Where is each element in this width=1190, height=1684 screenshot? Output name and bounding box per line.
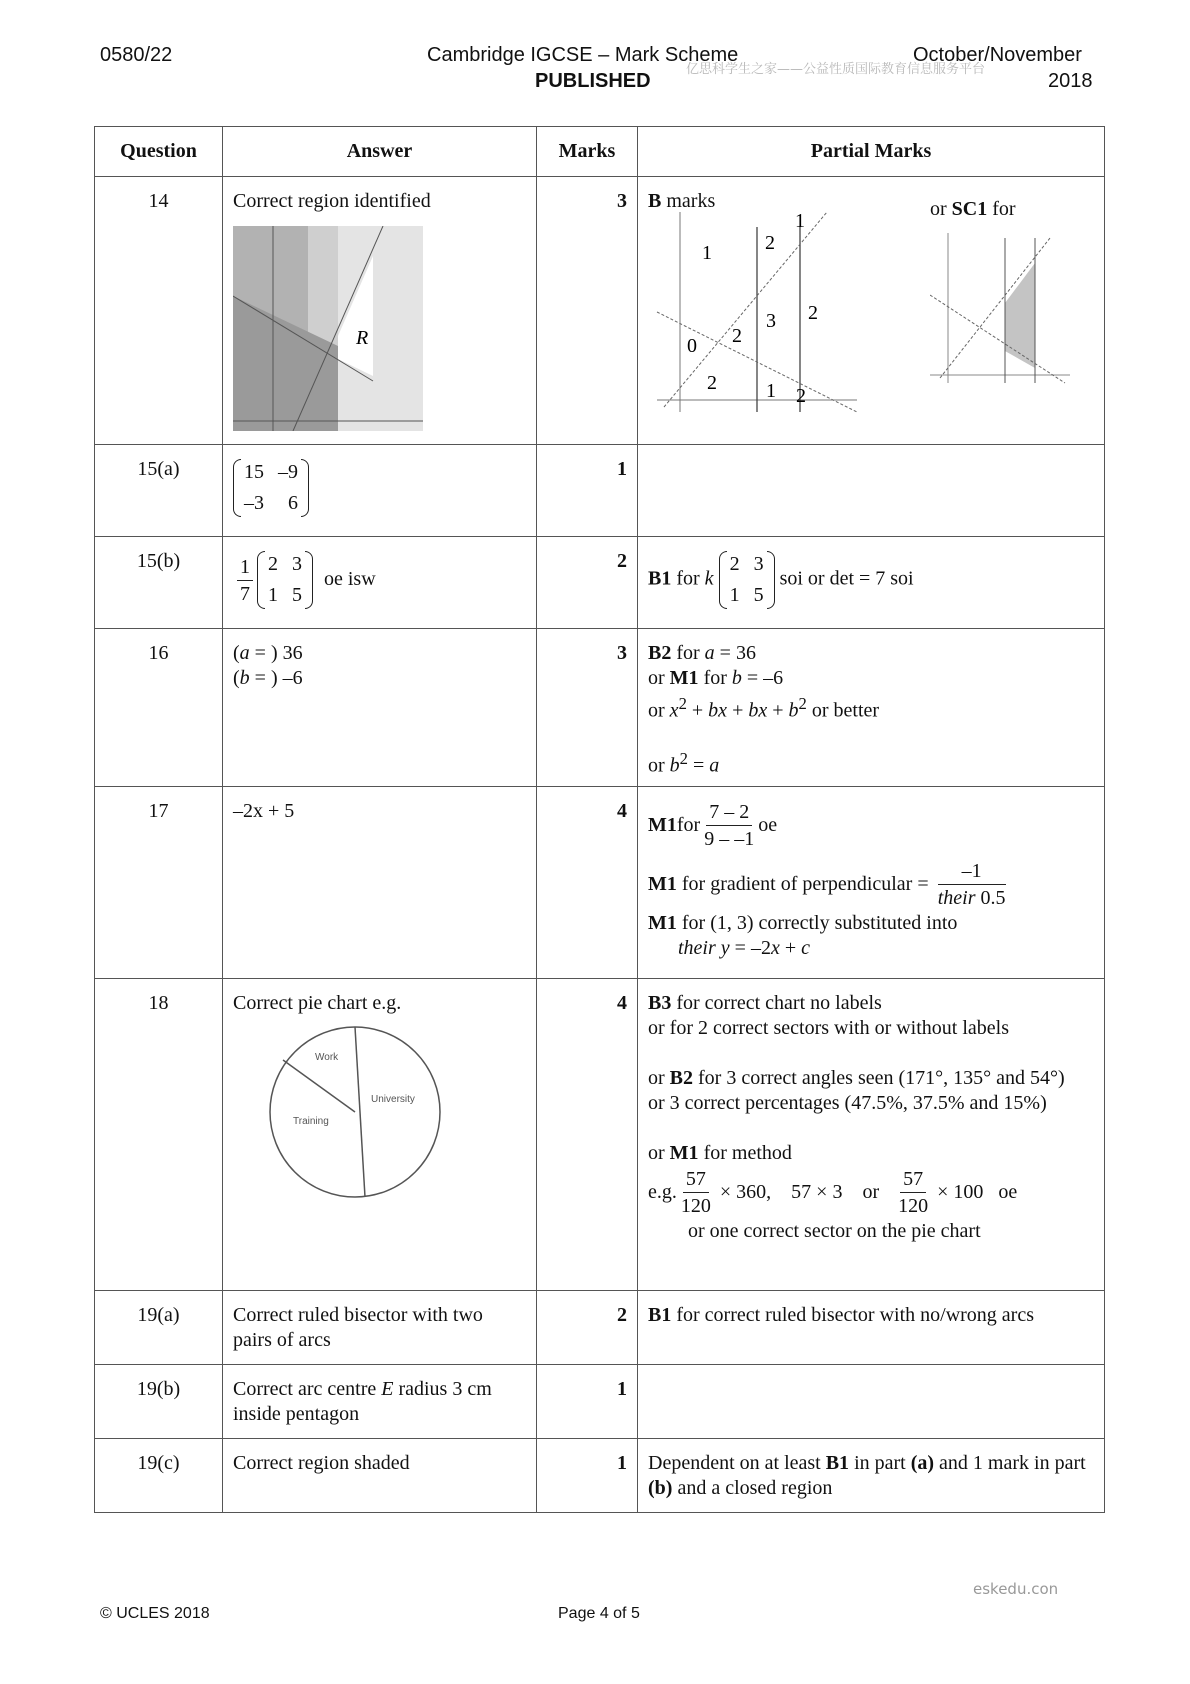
partial-line	[648, 1166, 1094, 1219]
question-number: 17	[95, 787, 223, 979]
b1-code: B1	[825, 1452, 850, 1475]
power: 2	[678, 694, 687, 713]
m1-code: M1	[648, 814, 677, 837]
matrix-bracket-left	[257, 551, 265, 609]
published-label: PUBLISHED	[535, 70, 651, 92]
partial-matrix	[719, 549, 775, 611]
partial-line: or 3 correct percentages (47.5%, 37.5% and 15%)	[648, 1092, 1047, 1115]
text: = –2	[729, 937, 771, 960]
matrix-bracket-right	[305, 551, 313, 609]
for-text: for	[671, 567, 705, 590]
m1-code: M1	[648, 873, 677, 896]
answer-cell	[223, 445, 537, 537]
text: or	[648, 667, 670, 689]
power: 2	[679, 748, 688, 768]
marks-value: 3	[537, 629, 638, 787]
partial-line	[648, 936, 1094, 961]
fraction-denominator: 120	[898, 1195, 929, 1218]
partial-line	[648, 858, 1094, 911]
answer-cell	[223, 177, 537, 445]
text: × 100 oe	[932, 1181, 1018, 1204]
m1-code: M1	[669, 667, 699, 689]
graph-count-label: 2	[732, 325, 742, 347]
text: +	[686, 699, 709, 722]
text: +	[767, 699, 789, 722]
variable: c	[801, 937, 811, 960]
answer-matrix	[233, 457, 309, 519]
variable: y	[715, 937, 730, 960]
their-text: their	[678, 937, 716, 960]
partial-line	[648, 641, 1094, 666]
text: or	[648, 1067, 670, 1090]
variable: b	[788, 699, 799, 722]
text: +	[779, 937, 802, 960]
paper-code: 0580/22	[100, 44, 173, 66]
text: and 1 mark in part	[934, 1452, 1086, 1475]
answer-cell	[223, 979, 537, 1291]
variable: E	[381, 1378, 394, 1401]
graph-count-label: 2	[765, 232, 775, 254]
text: +	[727, 699, 749, 722]
col-partial-marks: Partial Marks	[638, 127, 1105, 177]
or-text: or	[930, 198, 952, 220]
answer-text: Correct pie chart e.g.	[233, 992, 402, 1015]
answer-fraction	[237, 554, 253, 607]
matrix-entry: –9	[278, 461, 298, 483]
text: oe	[758, 814, 778, 837]
partial-line	[648, 1141, 1094, 1166]
table-row	[95, 1291, 1105, 1365]
marks-value: 2	[537, 1291, 638, 1365]
marks-value: 1	[537, 445, 638, 537]
document-title: Cambridge IGCSE – Mark Scheme	[427, 44, 739, 66]
b-marks-graph	[652, 207, 862, 417]
text: Correct arc centre	[233, 1378, 382, 1401]
variable: x	[770, 937, 780, 960]
graph-count-label: 2	[796, 385, 806, 407]
answer-text: Correct region identified	[233, 190, 431, 212]
variable: x	[669, 699, 679, 722]
method-fraction	[681, 1166, 711, 1219]
graph-count-label: 2	[808, 302, 818, 324]
variable-b: b	[239, 667, 250, 689]
watermark-text: 亿思科学生之家——公益性质国际教育信息服务平台	[686, 62, 986, 77]
partial-marks-cell	[638, 177, 1105, 445]
answer-text: Correct ruled bisector with two pairs of arcs	[223, 1291, 537, 1365]
matrix-entry: 5	[292, 584, 302, 606]
answer-line-a	[233, 641, 526, 666]
text: e.g.	[648, 1181, 677, 1204]
partial-marks-cell	[638, 537, 1105, 629]
power: 2	[798, 694, 807, 713]
partial-line	[648, 911, 1094, 936]
table-row	[95, 979, 1105, 1291]
fraction-numerator: 1	[237, 554, 253, 581]
table-header-row	[95, 127, 1105, 177]
graph-count-label: 1	[702, 242, 712, 264]
col-answer: Answer	[223, 127, 537, 177]
sector-label-training: Training	[293, 1116, 329, 1128]
text: = –6	[741, 667, 784, 689]
variable-a: a	[239, 642, 250, 664]
matrix-entry: –3	[244, 492, 264, 514]
question-number: 15(a)	[95, 445, 223, 537]
matrix-entry: 1	[268, 584, 278, 606]
marks-value: 2	[537, 537, 638, 629]
text: 0.5	[975, 887, 1006, 910]
mark-scheme-table	[94, 126, 1105, 1513]
text: for correct ruled bisector with no/wrong arcs	[671, 1304, 1034, 1327]
partial-marks-cell	[638, 1439, 1105, 1513]
matrix-entry: 6	[288, 492, 298, 514]
page-number: Page 4 of 5	[558, 1605, 640, 1622]
their-text: their	[937, 887, 976, 910]
table-row	[95, 1365, 1105, 1439]
question-number: 16	[95, 629, 223, 787]
answer-text: –2x + 5	[223, 787, 537, 979]
partial-marks-cell	[638, 445, 1105, 537]
matrix-entry: 3	[753, 553, 764, 575]
text: or	[648, 1142, 670, 1165]
answer-suffix: oe isw	[319, 567, 376, 590]
text: or better	[806, 699, 880, 722]
partial-marks-cell	[638, 629, 1105, 787]
copyright: © UCLES 2018	[100, 1605, 210, 1622]
matrix-bracket-right	[767, 551, 775, 609]
marks-value: 4	[537, 787, 638, 979]
b-mark-code: B	[648, 190, 662, 212]
marks-value: 1	[537, 1365, 638, 1439]
table-row	[95, 1439, 1105, 1513]
question-number: 19(a)	[95, 1291, 223, 1365]
matrix-bracket-right	[301, 459, 309, 517]
answer-value: = ) –6	[249, 667, 303, 689]
region-label-r: R	[356, 327, 369, 349]
partial-line	[648, 746, 1094, 779]
table-row	[95, 445, 1105, 537]
partial-marks-cell	[638, 1365, 1105, 1439]
fraction-numerator: 7 – 2	[706, 799, 752, 826]
b2-code: B2	[648, 642, 672, 664]
exam-session: October/November	[913, 44, 1082, 66]
graph-count-label: 1	[766, 380, 776, 402]
graph-count-label: 2	[707, 372, 717, 394]
text: =	[688, 754, 710, 777]
variable: b	[731, 667, 742, 689]
variable: bx	[748, 699, 768, 722]
text: for	[676, 814, 701, 837]
text: Dependent on at least	[648, 1452, 826, 1475]
b2-code: B2	[669, 1067, 694, 1090]
question-number: 15(b)	[95, 537, 223, 629]
marks-value: 3	[537, 177, 638, 445]
question-number: 19(b)	[95, 1365, 223, 1439]
text: and a closed region	[672, 1477, 833, 1500]
b1-code: B1	[648, 1304, 672, 1327]
variable: a	[709, 754, 720, 777]
text: in part	[849, 1452, 911, 1475]
perpendicular-fraction	[938, 858, 1006, 911]
table-row	[95, 177, 1105, 445]
partial-marks-cell	[638, 787, 1105, 979]
constant-k: k	[704, 567, 714, 590]
matrix-entry: 1	[729, 584, 740, 606]
for-text: for	[987, 198, 1016, 220]
matrix-bracket-left	[233, 459, 241, 517]
region-graph	[233, 226, 423, 431]
col-marks: Marks	[537, 127, 638, 177]
fraction-numerator: 57	[683, 1166, 709, 1193]
partial-line: or one correct sector on the pie chart	[688, 1220, 981, 1243]
b1-code: B1	[648, 567, 672, 590]
question-number: 18	[95, 979, 223, 1291]
matrix-entry: 15	[244, 461, 264, 483]
partial-line: or for 2 correct sectors with or without labels	[648, 1017, 1010, 1040]
sc1-code: SC1	[951, 198, 988, 220]
graph-count-label: 3	[766, 310, 776, 332]
matrix-entry: 2	[268, 553, 278, 575]
fraction-denominator: 120	[680, 1195, 711, 1218]
matrix-entry: 5	[753, 584, 764, 606]
answer-text: Correct region shaded	[223, 1439, 537, 1513]
table-row	[95, 629, 1105, 787]
m1-code: M1	[669, 1142, 699, 1165]
marks-value: 4	[537, 979, 638, 1291]
partial-text: soi or det = 7 soi	[779, 567, 914, 590]
gradient-fraction	[704, 799, 754, 852]
paren: (	[233, 667, 240, 689]
partial-line	[648, 1066, 1094, 1091]
text: for method	[698, 1142, 792, 1165]
answer-matrix	[257, 549, 313, 611]
text: for correct chart no labels	[671, 992, 882, 1015]
method-fraction	[898, 1166, 928, 1219]
col-question: Question	[95, 127, 223, 177]
answer-value: = ) 36	[249, 642, 303, 664]
question-number: 19(c)	[95, 1439, 223, 1513]
table-row	[95, 787, 1105, 979]
matrix-bracket-left	[719, 551, 727, 609]
text: for	[698, 667, 732, 689]
partial-marks-cell	[638, 979, 1105, 1291]
variable: b	[669, 754, 680, 777]
text: × 360, 57 × 3 or	[714, 1181, 895, 1204]
matrix-entry: 2	[729, 553, 740, 575]
marks-value: 1	[537, 1439, 638, 1513]
fraction-denominator: 9 – –1	[704, 828, 755, 851]
variable: a	[704, 642, 715, 664]
sc1-graph	[930, 233, 1070, 388]
text: for 3 correct angles seen (171°, 135° and 54°)	[693, 1067, 1065, 1090]
partial-marks-cell	[638, 1291, 1105, 1365]
text: for	[671, 642, 705, 664]
matrix-entry: 3	[292, 553, 302, 575]
graph-count-label: 1	[795, 210, 805, 232]
variable: bx	[708, 699, 728, 722]
text: for (1, 3) correctly substituted into	[676, 912, 958, 935]
fraction-numerator: 57	[900, 1166, 926, 1193]
answer-cell	[223, 629, 537, 787]
m1-code: M1	[648, 912, 677, 935]
b-marks-text: marks	[661, 190, 716, 212]
text: or	[648, 754, 670, 777]
answer-cell	[223, 1365, 537, 1439]
exam-year: 2018	[1048, 70, 1093, 92]
text: radius 3 cm inside pentagon	[233, 1378, 492, 1426]
answer-line-b	[233, 666, 526, 691]
fraction-denominator	[938, 885, 1006, 911]
paren: (	[233, 642, 240, 664]
part-ref: (b)	[648, 1477, 673, 1500]
part-ref: (a)	[910, 1452, 935, 1475]
fraction-denominator: 7	[240, 582, 250, 605]
partial-line	[648, 691, 1094, 724]
sector-label-work: Work	[315, 1052, 339, 1064]
partial-line	[648, 991, 1094, 1016]
text: or	[648, 699, 670, 722]
partial-line	[648, 799, 1094, 852]
sector-label-university: University	[371, 1094, 415, 1106]
text: for gradient of perpendicular =	[676, 873, 934, 896]
question-number: 14	[95, 177, 223, 445]
fraction-numerator: –1	[938, 858, 1006, 885]
table-row	[95, 537, 1105, 629]
graph-count-label: 0	[687, 335, 697, 357]
text: = 36	[714, 642, 756, 664]
pie-chart	[263, 1022, 453, 1202]
partial-line	[648, 666, 1094, 691]
answer-cell	[223, 537, 537, 629]
b3-code: B3	[648, 992, 672, 1015]
site-watermark: eskedu.con	[973, 1580, 1059, 1598]
